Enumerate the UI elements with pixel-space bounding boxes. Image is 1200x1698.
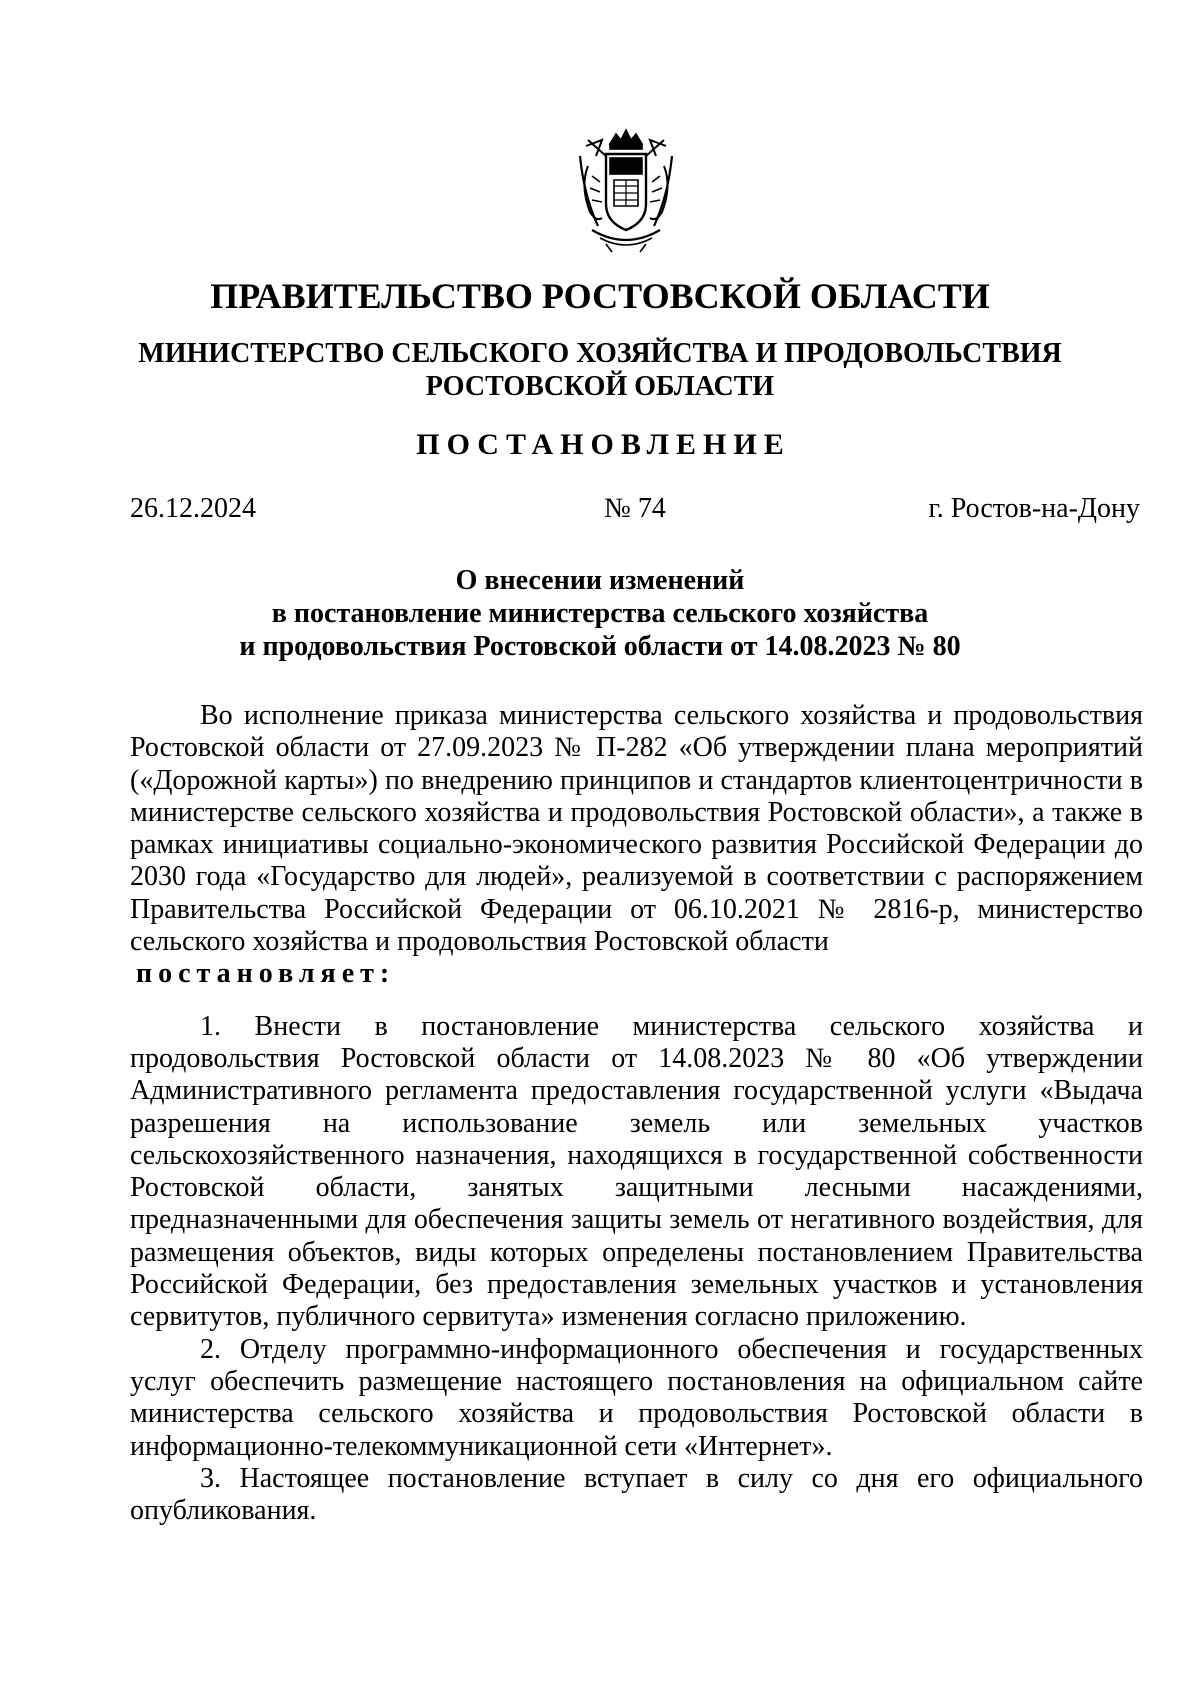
government-title: ПРАВИТЕЛЬСТВО РОСТОВСКОЙ ОБЛАСТИ [210, 276, 990, 316]
coat-of-arms-emblem [566, 126, 686, 256]
subject-line-3: и продовольствия Ростовской области от 14.08.2023 № 80 [239, 631, 961, 662]
subject-line-1: О внесении изменений [455, 565, 745, 596]
item-paragraph-3: 3. Настоящее постановление вступает в силу со дня его официального опубликования. [130, 1462, 1143, 1527]
decree-word: постановляет: [136, 958, 396, 990]
item-paragraph-2: 2. Отделу программно-информационного обеспечения и государственных услуг обеспечить размещение настоящего постановления на официальном сайте министерства сельского хозяйства и продовольствия Ростовской области в информационно-телекоммуникационной сети «Интернет». [130, 1333, 1143, 1462]
ministry-title-line-2: РОСТОВСКОЙ ОБЛАСТИ [425, 371, 775, 402]
document-meta [130, 491, 1140, 527]
ministry-title [0, 337, 1200, 403]
ministry-title-line-1: МИНИСТЕРСТВО СЕЛЬСКОГО ХОЗЯЙСТВА И ПРОДОВОЛЬСТВИЯ [138, 338, 1062, 369]
document-subject [0, 564, 1200, 663]
document-number: № 74 [604, 493, 666, 524]
document-city: г. Ростов-на-Дону [928, 493, 1140, 524]
item-paragraph-1: 1. Внести в постановление министерства сельского хозяйства и продовольствия Ростовской области от 14.08.2023 № 80 «Об утверждении Административного регламента предоставления государственной услуги «Выдача разрешения на использование земель или земельных участков сельскохозяйственного назначения, находящихся в государственной собственности Ростовской области, занятых защитными лесными насаждениями, предназначенными для обеспечения защиты земель от негативного воздействия, для размещения объектов, виды которых определены постановлением Правительства Российской Федерации, без предоставления земельных участков и установления сервитутов, публичного сервитута» изменения согласно приложению. [130, 1010, 1143, 1333]
preamble-paragraph: Во исполнение приказа министерства сельского хозяйства и продовольствия Ростовской области от 27.09.2023 № П-282 «Об утверждении плана мероприятий («Дорожной карты») по внедрению принципов и стандартов клиентоцентричности в министерстве сельского хозяйства и продовольствия Ростовской области», а также в рамках инициативы социально-экономического развития Российской Федерации до 2030 года «Государство для людей», реализуемой в соответствии с распоряжением Правительства Российской Федерации от 06.10.2021 № 2816-р, министерство сельского хозяйства и продовольствия Ростовской области [130, 700, 1143, 958]
document-type: ПОСТАНОВЛЕНИЕ [416, 428, 791, 461]
subject-line-2: в постановление министерства сельского хозяйства [271, 598, 929, 629]
document-body [130, 700, 1143, 1527]
document-date: 26.12.2024 [130, 493, 256, 524]
